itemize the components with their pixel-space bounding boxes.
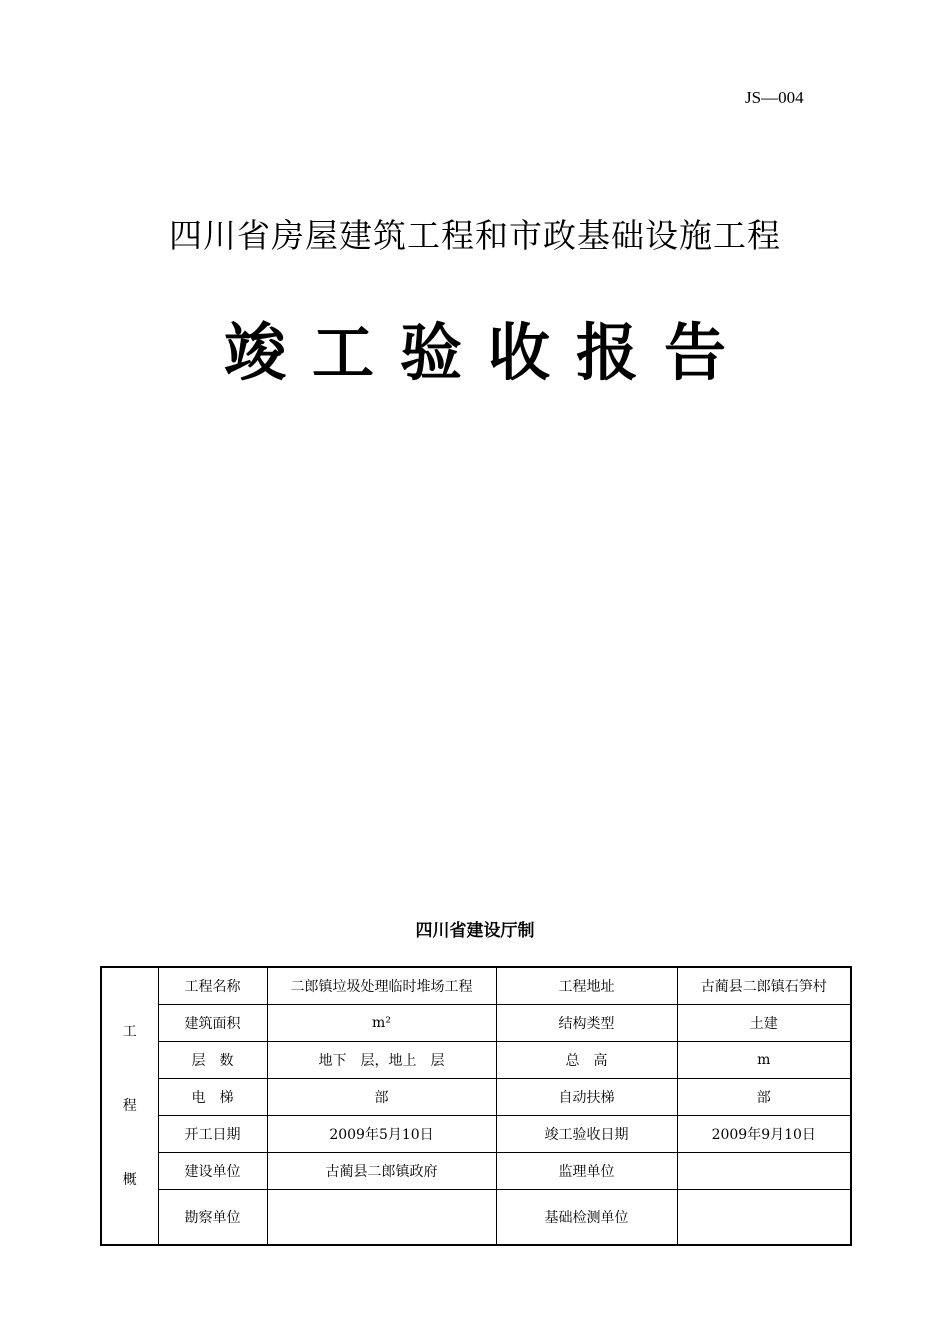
field-label: 总 高 xyxy=(496,1042,677,1079)
field-label: 开工日期 xyxy=(158,1116,267,1153)
table-row xyxy=(101,1153,851,1190)
field-label: 层 数 xyxy=(158,1042,267,1079)
field-value: 古蔺县二郎镇石笋村 xyxy=(677,967,851,1005)
field-value xyxy=(267,1190,496,1246)
field-label: 工程名称 xyxy=(158,967,267,1005)
table-row xyxy=(101,1042,851,1079)
table-row xyxy=(101,967,851,1005)
document-title-line2: 竣工验收报告 xyxy=(223,316,752,389)
field-label: 自动扶梯 xyxy=(496,1079,677,1116)
field-label: 建设单位 xyxy=(158,1153,267,1190)
field-value: 部 xyxy=(267,1079,496,1116)
field-label: 竣工验收日期 xyxy=(496,1116,677,1153)
document-code: JS—004 xyxy=(745,88,804,107)
table-row xyxy=(101,1190,851,1246)
field-label: 结构类型 xyxy=(496,1005,677,1042)
field-value: 古蔺县二郎镇政府 xyxy=(267,1153,496,1190)
overview-side-label: 工 程 概 xyxy=(101,967,158,1245)
field-label: 监理单位 xyxy=(496,1153,677,1190)
field-value: 2009年5月10日 xyxy=(267,1116,496,1153)
field-value: 二郎镇垃圾处理临时堆场工程 xyxy=(267,967,496,1005)
field-value: 地下 层，地上 层 xyxy=(267,1042,496,1079)
field-value: 土建 xyxy=(677,1005,851,1042)
document-title-line1: 四川省房屋建筑工程和市政基础设施工程 xyxy=(169,216,781,255)
field-label: 工程地址 xyxy=(496,967,677,1005)
field-value: m² xyxy=(267,1005,496,1042)
field-label: 建筑面积 xyxy=(158,1005,267,1042)
field-value: 2009年9月10日 xyxy=(677,1116,851,1153)
field-value: m xyxy=(677,1042,851,1079)
table-row xyxy=(101,1079,851,1116)
field-label: 基础检测单位 xyxy=(496,1190,677,1246)
table-row xyxy=(101,1005,851,1042)
project-overview-table xyxy=(100,966,852,1246)
field-value: 部 xyxy=(677,1079,851,1116)
field-label: 电 梯 xyxy=(158,1079,267,1116)
field-value xyxy=(677,1190,851,1246)
issuer-label: 四川省建设厅制 xyxy=(415,921,535,941)
field-value xyxy=(677,1153,851,1190)
table-row xyxy=(101,1116,851,1153)
field-label: 勘察单位 xyxy=(158,1190,267,1246)
